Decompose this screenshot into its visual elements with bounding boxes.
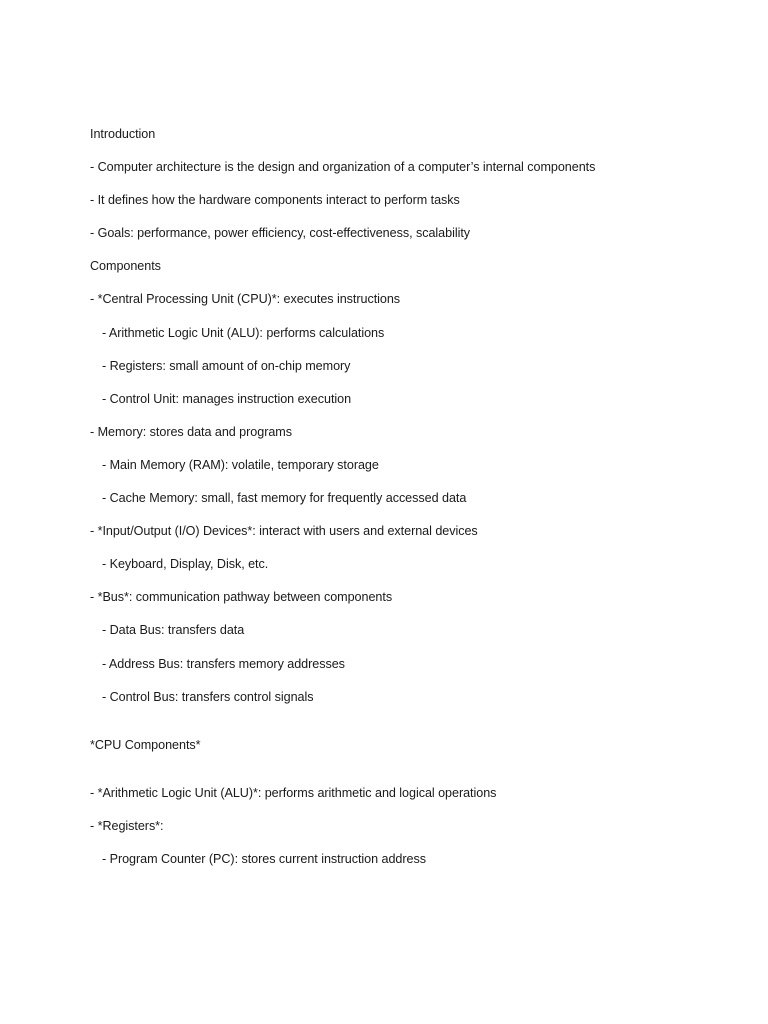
text-line: - Computer architecture is the design and organization of a computer’s internal components bbox=[90, 160, 596, 175]
sub-bullet-line: - Cache Memory: small, fast memory for frequently accessed data bbox=[102, 491, 467, 506]
text-line: - *Bus*: communication pathway between components bbox=[90, 590, 393, 605]
text-line: - It defines how the hardware components interact to perform tasks bbox=[90, 193, 460, 208]
sub-bullet-line: - Address Bus: transfers memory addresses bbox=[102, 656, 345, 671]
text-line: - Memory: stores data and programs bbox=[90, 424, 292, 439]
text-line: - Goals: performance, power efficiency, cost-effectiveness, scalability bbox=[90, 226, 471, 241]
sub-bullet-line: - Data Bus: transfers data bbox=[102, 623, 245, 638]
sub-bullet-line: - Control Unit: manages instruction execution bbox=[102, 391, 352, 406]
text-line: Introduction bbox=[90, 127, 156, 141]
sub-bullet-line: - Control Bus: transfers control signals bbox=[102, 689, 314, 704]
document-body bbox=[90, 127, 730, 885]
text-line: - *Arithmetic Logic Unit (ALU)*: performs arithmetic and logical operations bbox=[90, 785, 497, 800]
text-line: - *Input/Output (I/O) Devices*: interact with users and external devices bbox=[90, 524, 478, 539]
sub-bullet-line: - Program Counter (PC): stores current instruction address bbox=[102, 851, 426, 866]
text-line: - *Registers*: bbox=[90, 818, 164, 833]
text-line: *CPU Components* bbox=[90, 737, 201, 752]
sub-bullet-line: - Registers: small amount of on-chip memory bbox=[102, 358, 351, 373]
text-line: - *Central Processing Unit (CPU)*: executes instructions bbox=[90, 292, 401, 307]
sub-bullet-line: - Arithmetic Logic Unit (ALU): performs calculations bbox=[102, 325, 385, 340]
text-line: Components bbox=[90, 259, 161, 274]
sub-bullet-line: - Keyboard, Display, Disk, etc. bbox=[102, 557, 269, 572]
sub-bullet-line: - Main Memory (RAM): volatile, temporary storage bbox=[102, 457, 379, 472]
